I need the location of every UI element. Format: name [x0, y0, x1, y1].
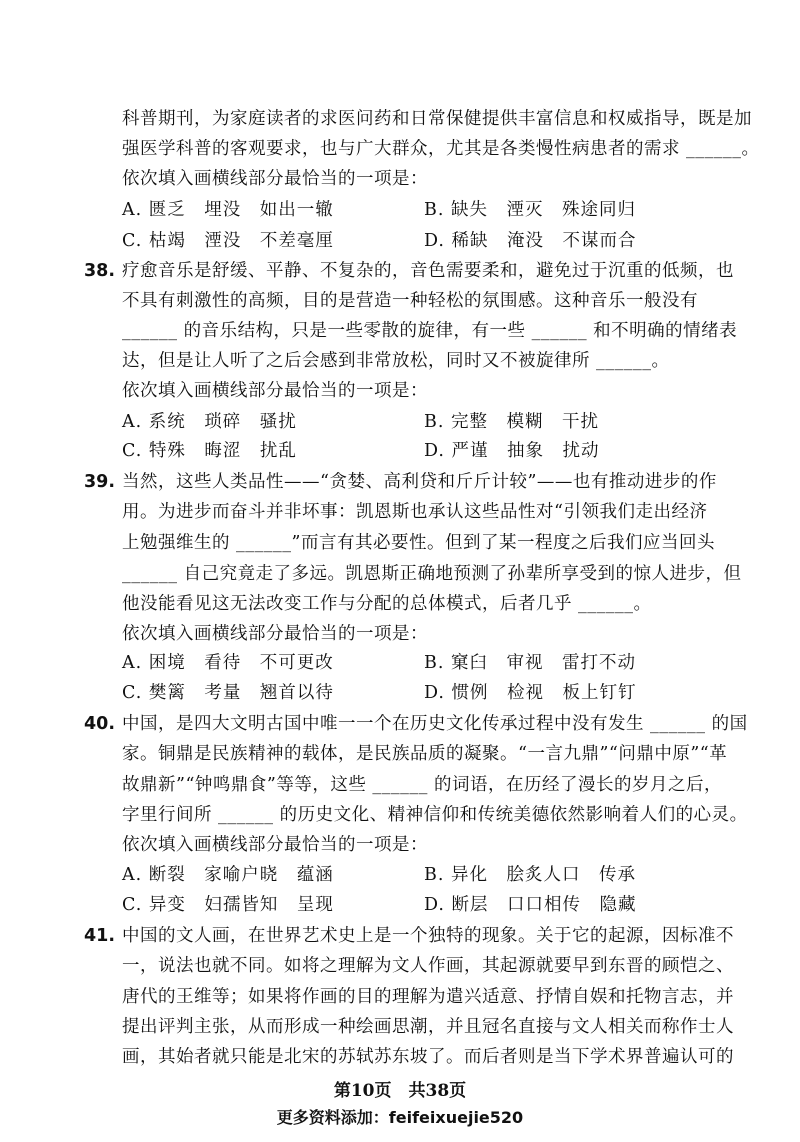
question-line: 唐代的王维等；如果将作画的目的理解为遣兴适意、抒情自娱和托物言志，并 — [122, 987, 734, 1007]
question-number: 41. — [84, 926, 116, 946]
question-line: 提出评判主张，从而形成一种绘画思潮，并且冠名直接与文人相关而称作士人 — [122, 1017, 734, 1037]
question-instruction: 依次填入画横线部分最恰当的一项是： — [122, 624, 428, 644]
option-a: A. 困境 看待 不可更改 — [122, 653, 334, 673]
question-line: 上勉强维生的 ______”而言有其必要性。但到了某一程度之后我们应当回头 — [122, 533, 716, 553]
intro-option-d: D. 稀缺 淹没 不谋而合 — [424, 231, 637, 251]
question-number: 40. — [84, 714, 116, 734]
question-line: 用。为进步而奋斗并非坏事：凯恩斯也承认这些品性对“引领我们走出经济 — [122, 502, 708, 522]
question-line: 达，但是让人听了之后会感到非常放松，同时又不被旋律所 ______。 — [122, 351, 670, 371]
question-line: ______ 的音乐结构，只是一些零散的旋律，有一些 ______ 和不明确的情绪表 — [122, 321, 738, 341]
question-line: 当然，这些人类品性——“贪婪、高利贷和斤斤计较”——也有推动进步的作 — [122, 472, 717, 492]
intro-option-b: B. 缺失 湮灭 殊途同归 — [424, 200, 636, 220]
question-line: 不具有刺激性的高频，目的是营造一种轻松的氛围感。这种音乐一般没有 — [122, 291, 698, 311]
question-line: 画，其始者就只能是北宋的苏轼苏东坡了。而后者则是当下学术界普遍认可的 — [122, 1047, 734, 1067]
intro-instruction: 依次填入画横线部分最恰当的一项是： — [122, 169, 428, 189]
question-number: 39. — [84, 472, 116, 492]
question-number: 38. — [84, 261, 116, 281]
option-b: B. 异化 脍炙人口 传承 — [424, 865, 636, 885]
footer-contact: 更多资料添加：feifeixuejie520 — [276, 1108, 524, 1127]
page-number: 第10页 共38页 — [333, 1081, 467, 1101]
option-d: D. 严谨 抽象 扰动 — [424, 441, 600, 461]
question-line: 中国的文人画，在世界艺术史上是一个独特的现象。关于它的起源，因标准不 — [122, 926, 734, 946]
question-instruction: 依次填入画横线部分最恰当的一项是： — [122, 835, 428, 855]
question-line: ______ 自己究竟走了多远。凯恩斯正确地预测了孙辈所享受到的惊人进步，但 — [122, 564, 742, 584]
option-c: C. 特殊 晦涩 扰乱 — [122, 441, 297, 461]
question-line: 他没能看见这无法改变工作与分配的总体模式，后者几乎 ______。 — [122, 594, 652, 614]
intro-option-c: C. 枯竭 湮没 不差毫厘 — [122, 231, 334, 251]
intro-option-a: A. 匮乏 埋没 如出一辙 — [122, 200, 334, 220]
option-a: A. 断裂 家喻户晓 蕴涵 — [122, 865, 334, 885]
option-d: D. 惯例 检视 板上钉钉 — [424, 683, 637, 703]
question-instruction: 依次填入画横线部分最恰当的一项是： — [122, 381, 428, 401]
option-b: B. 窠臼 审视 雷打不动 — [424, 653, 636, 673]
question-line: 字里行间所 ______ 的历史文化、精神信仰和传统美德依然影响着人们的心灵。 — [122, 805, 748, 825]
question-line: 故鼎新”“钟鸣鼎食”等等，这些 ______ 的词语，在历经了漫长的岁月之后， — [122, 775, 722, 795]
question-line: 家。铜鼎是民族精神的载体，是民族品质的凝聚。“一言九鼎”“问鼎中原”“革 — [122, 744, 728, 764]
option-d: D. 断层 口口相传 隐藏 — [424, 895, 637, 915]
question-line: 中国，是四大文明古国中唯一一个在历史文化传承过程中没有发生 ______ 的国 — [122, 714, 748, 734]
option-c: C. 樊篱 考量 翘首以待 — [122, 683, 334, 703]
intro-line-2: 强医学科普的客观要求，也与广大群众，尤其是各类慢性病患者的需求 ______。 — [122, 139, 760, 159]
intro-line-1: 科普期刊，为家庭读者的求医问药和日常保健提供丰富信息和权威指导，既是加 — [122, 109, 752, 129]
question-line: 一，说法也就不同。如将之理解为文人作画，其起源就要早到东晋的顾恺之、 — [122, 956, 734, 976]
question-line: 疗愈音乐是舒缓、平静、不复杂的，音色需要柔和，避免过于沉重的低频，也 — [122, 261, 734, 281]
option-b: B. 完整 模糊 干扰 — [424, 412, 599, 432]
option-a: A. 系统 琐碎 骚扰 — [122, 412, 297, 432]
option-c: C. 异变 妇孺皆知 呈现 — [122, 895, 334, 915]
